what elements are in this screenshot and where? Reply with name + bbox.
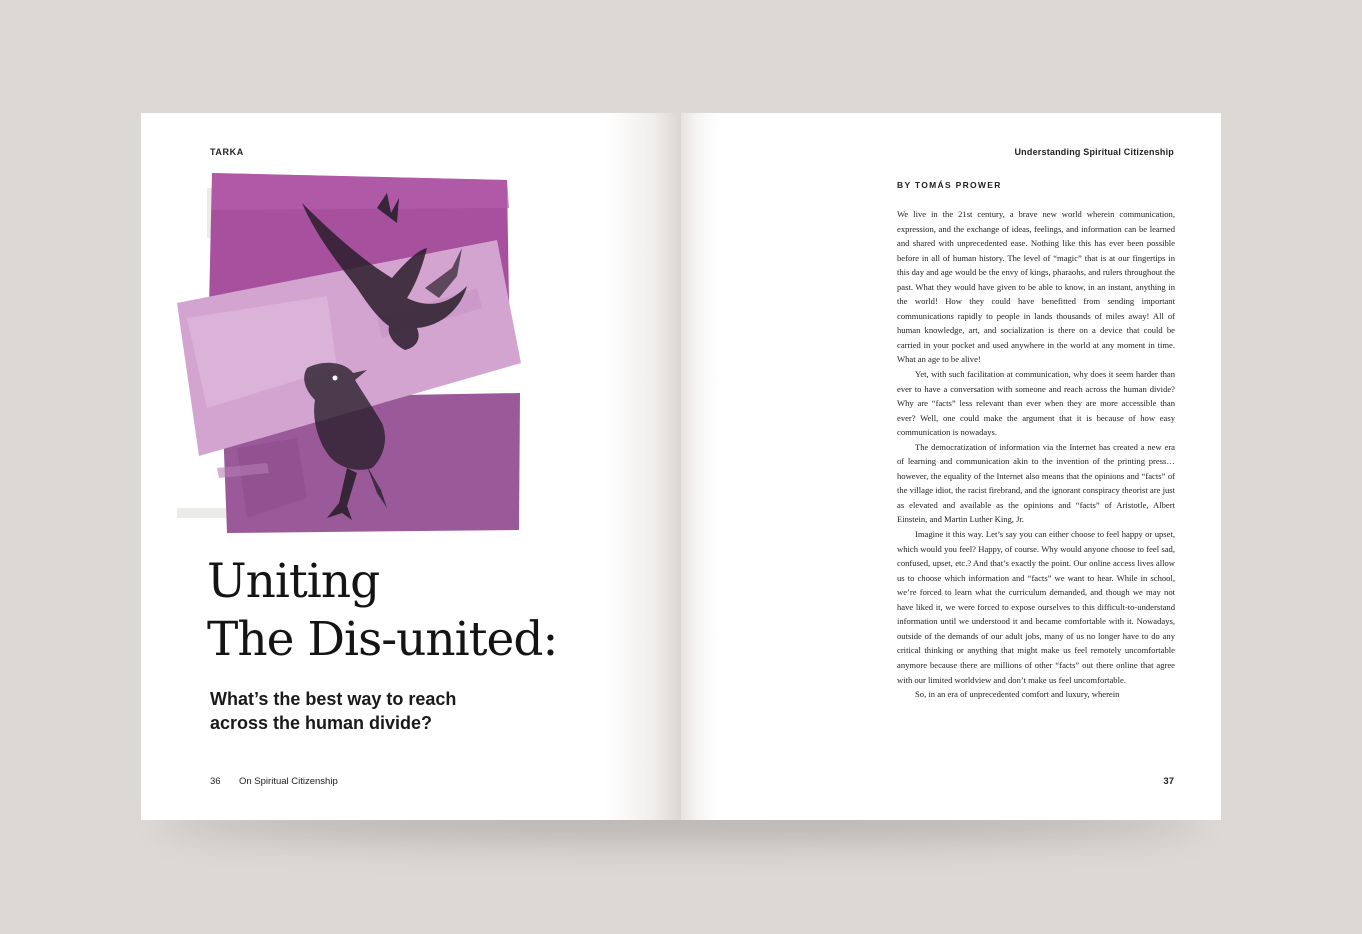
page-number-right: 37 [1163, 776, 1174, 787]
right-page [681, 113, 1221, 820]
title-line-1: Uniting [207, 554, 380, 609]
byline: BY TOMÁS PROWER [897, 180, 1002, 190]
running-head-right: Understanding Spiritual Citizenship [1014, 147, 1174, 157]
paragraph: The democratization of information via the Internet has created a new era of learning and communication akin to the invention of the printing press… however, the equality of the Internet also means that the opinions and “facts” of the village idiot, the racist firebrand, and the ignorant conspiracy theorist are just as elevated and available as the opinions and “facts” of Aristotle, Albert Einstein, and Martin Luther King, Jr. [897, 441, 1175, 525]
article-body [897, 207, 1175, 702]
article-title [207, 553, 557, 669]
subtitle-line-2: across the human divide? [210, 713, 433, 733]
subtitle-line-1: What’s the best way to reach [210, 689, 457, 709]
left-page [141, 113, 681, 820]
paragraph: So, in an era of unprecedented comfort and luxury, wherein [915, 689, 1120, 700]
title-line-2: The Dis-united: [207, 612, 558, 667]
folio-label-left: On Spiritual Citizenship [239, 776, 338, 787]
paragraph: Yet, with such facilitation at communication, why does it seem harder than ever to have a conversation with someone and reach across the human divide? Why are “facts” less relevant than ever when they are more accessible than ever? Well, one could make the argument that it is because of how easy communication is nowadays. [897, 369, 1175, 438]
running-head-left: TARKA [210, 147, 244, 157]
page-number-left: 36 [210, 776, 221, 787]
paragraph: We live in the 21st century, a brave new world wherein communication, expression, and the exchange of ideas, feelings, and information can be learned and shared with unprecedented ease. Nothing like this has ever been possible before in all of human history. The level of “magic” that is at our fingertips in this day and age would be the envy of kings, pharaohs, and rulers throughout the past. What they would have given to be able to know, in an instant, anything in the world! How they could have benefitted from sending important communications rapidly to people in lands thousands of miles away! All of human knowledge, art, and socialization is there on a device that could be carried in your pocket and used anywhere in the world at any moment in time. What an age to be alive! [897, 209, 1175, 365]
bird-illustration [177, 168, 522, 538]
article-subtitle [210, 687, 456, 735]
paragraph: Imagine it this way. Let’s say you can either choose to feel happy or upset, which would you feel? Happy, of course. Why would anyone choose to feel sad, confused, upset, etc.? And that’s exactly the point. Our online access lives allow us to choose which information and “facts” we want to hear. While in school, we’re forced to learn what the curriculum demanded, and though we may not have liked it, we were forced to expose ourselves to this difficult-to-understand information until we understood it and became comfortable with it. Nowadays, outside of the demands of our adult jobs, many of us no longer have to do any critical thinking or anything that might make us feel remotely uncomfortable anymore because there are millions of other “facts” out there online that agree with our limited worldview and don’t make us feel uncomfortable. [897, 529, 1175, 685]
